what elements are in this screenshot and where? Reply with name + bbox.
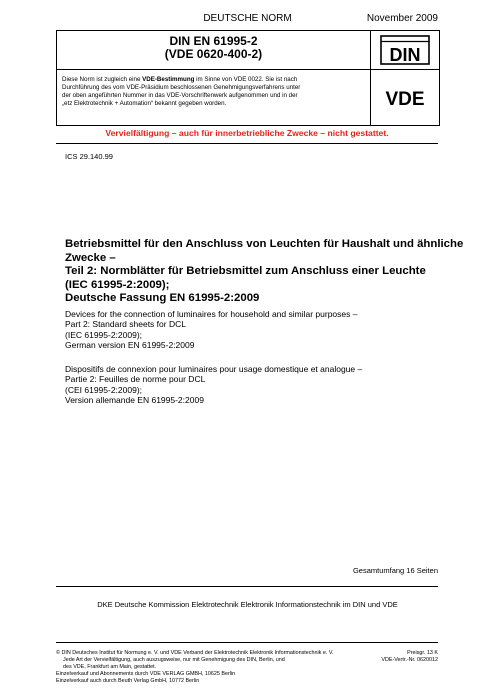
din-logo-text: DIN	[389, 45, 421, 65]
note-line: der oben angeführten Nummer in das VDE-Vorschriftenwerk aufgenommen und in der	[62, 92, 298, 99]
price-info	[381, 650, 438, 664]
standard-number-cell	[57, 31, 371, 69]
title-fr-line: Dispositifs de connexion pour luminaires pour usage domestique et analogue –	[65, 364, 363, 374]
title-en-line: (IEC 61995-2:2009);	[65, 329, 143, 340]
divider	[56, 586, 438, 587]
footer-line: Jede Art der Vervielfältigung, auch auszugsweise, nur mit Genehmigung des DIN, Berlin, und	[63, 657, 285, 663]
footer-line: des VDE, Frankfurt am Main, gestattet.	[63, 664, 157, 670]
title-de-line: Deutsche Fassung EN 61995-2:2009	[65, 292, 260, 305]
title-en-line: Part 2: Standard sheets for DCL	[65, 319, 186, 330]
footer-line: Einzelverkauf und Abonnements durch VDE VERLAG GMBH, 10625 Berlin	[56, 671, 236, 677]
title-en-line: Devices for the connection of luminaires for household and similar purposes –	[65, 309, 358, 319]
reproduction-notice: Vervielfältigung – auch für innerbetriebliche Zwecke – nicht gestattet.	[105, 128, 389, 138]
din-logo-graphic	[380, 35, 430, 65]
title-en-line: German version EN 61995-2:2009	[65, 339, 195, 350]
title-fr-line: (CEI 61995-2:2009);	[65, 384, 143, 395]
vde-logo-text: VDE	[385, 88, 425, 108]
ics-code: ICS 29.140.99	[65, 152, 113, 161]
norm-label: DEUTSCHE NORM	[203, 13, 292, 24]
note-line: „etz Elektrotechnik + Automation“ bekannt gegeben worden.	[62, 100, 227, 107]
divider	[56, 642, 438, 643]
title-english	[65, 309, 437, 350]
divider	[56, 143, 438, 144]
total-pages: Gesamtumfang 16 Seiten	[352, 566, 438, 575]
vde-number: (VDE 0620-400-2)	[164, 47, 263, 61]
note-line: Durchführung des vom VDE-Präsidium beschlossenen Genehmigungsverfahrens unter	[62, 84, 301, 91]
title-de-line: Teil 2: Normblätter für Betriebsmittel zum Anschluss einer Leuchte	[65, 265, 426, 278]
title-german	[65, 238, 464, 306]
title-de-line: Zwecke –	[65, 251, 116, 264]
vde-logo-graphic	[376, 88, 434, 108]
title-fr-line: Version allemande EN 61995-2:2009	[65, 394, 204, 405]
title-block	[56, 30, 440, 126]
din-logo	[371, 31, 439, 69]
title-de-line: Betriebsmittel für den Anschluss von Leuchten für Haushalt und ähnliche	[65, 238, 464, 250]
vde-order-number: VDE-Vertr.-Nr. 0620012	[381, 657, 438, 663]
footer-line: © DIN Deutsches Institut für Normung e. V. und VDE Verband der Elektrotechnik Elektronik Informationstechnik e. V.	[56, 650, 334, 656]
price-group: Preisgr. 13 K	[407, 650, 438, 656]
title-french	[65, 364, 437, 405]
standard-number: DIN EN 61995-2	[169, 34, 258, 48]
title-de-line: (IEC 61995-2:2009);	[65, 278, 170, 291]
vde-logo	[371, 70, 439, 125]
dke-line: DKE Deutsche Kommission Elektrotechnik Elektronik Informationstechnik im DIN und VDE	[97, 600, 398, 609]
title-fr-line: Partie 2: Feuilles de norme pour DCL	[65, 374, 206, 385]
publication-date: November 2009	[366, 13, 438, 24]
note-line: Diese Norm ist zugleich eine VDE-Bestimmung im Sinne von VDE 0022. Sie ist nach	[62, 76, 298, 83]
footer-line: Einzelverkauf auch durch Beuth Verlag GmbH, 10772 Berlin	[56, 678, 200, 684]
vde-regulation-note	[57, 70, 371, 125]
copyright-footer	[56, 650, 376, 685]
